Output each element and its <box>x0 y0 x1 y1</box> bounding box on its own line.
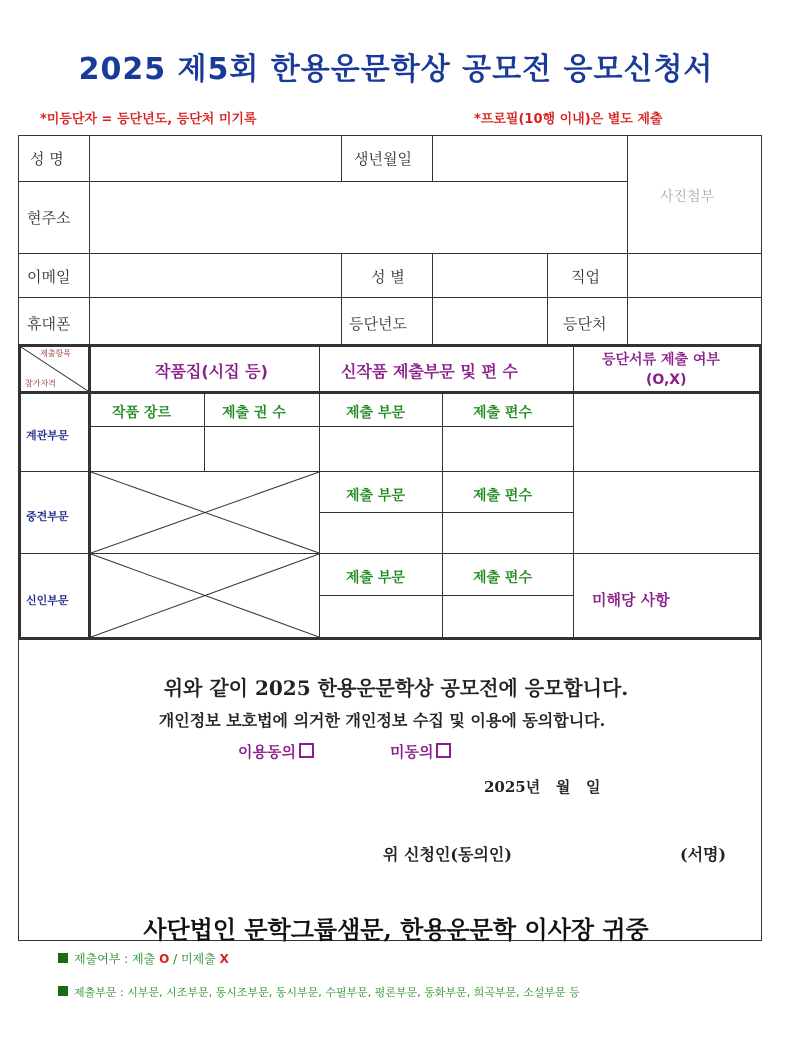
job-label: 직업 <box>571 268 600 286</box>
docs-field-2[interactable] <box>574 473 758 552</box>
num-field-1[interactable] <box>443 428 572 470</box>
phone-field[interactable] <box>90 299 340 343</box>
debut-place-field[interactable] <box>628 299 760 343</box>
not-applicable-label: 미해당 사항 <box>592 591 670 609</box>
gender-field[interactable] <box>433 255 546 296</box>
applicant-label: 위 신청인(동의인) <box>383 845 512 864</box>
birth-label: 생년월일 <box>354 150 412 168</box>
gender-label: 성 별 <box>371 268 405 286</box>
job-field[interactable] <box>628 255 760 296</box>
section-header-1: 제출 부문 <box>346 405 405 421</box>
num-field-2[interactable] <box>443 514 572 552</box>
section-header-3: 제출 부문 <box>346 570 405 586</box>
row-newcomer-label: 신인부문 <box>26 594 69 607</box>
email-label: 이메일 <box>27 268 71 286</box>
col-docs-header: 등단서류 제출 여부 <box>602 352 720 368</box>
agree-checkbox[interactable] <box>299 743 314 758</box>
legend-sections: 제출부문 : 시부문, 시조부문, 동시조부문, 동시부문, 수필부문, 평론부문, 동화부문, 희곡부문, 소설부문 등 <box>58 984 580 1000</box>
row-midcareer-label: 중견부문 <box>26 510 69 523</box>
name-field[interactable] <box>90 137 340 180</box>
col-works-header: 작품집(시집 등) <box>155 362 268 381</box>
row-laureate-label: 계관부문 <box>26 429 69 442</box>
birth-field[interactable] <box>433 137 626 180</box>
genre-field[interactable] <box>91 428 203 470</box>
address-field[interactable] <box>90 183 626 252</box>
diag-top-label: 제출항목 <box>40 349 71 358</box>
diag-bottom-label: 참가자격 <box>25 379 56 388</box>
disagree-checkbox[interactable] <box>436 743 451 758</box>
num-header-3: 제출 편수 <box>473 570 532 586</box>
recipient-line: 사단법인 문학그룹샘문, 한용운문학 이사장 귀중 <box>143 915 649 944</box>
num-field-3[interactable] <box>443 597 572 636</box>
disagree-label: 미동의 <box>390 743 434 761</box>
section-field-1[interactable] <box>320 428 441 470</box>
debut-year-field[interactable] <box>433 299 546 343</box>
section-field-3[interactable] <box>320 597 441 636</box>
count-header: 제출 권 수 <box>222 405 286 421</box>
name-label: 성 명 <box>30 150 64 168</box>
section-header-2: 제출 부문 <box>346 488 405 504</box>
statement-line1: 위와 같이 2025 한용운문학상 공모전에 응모합니다. <box>163 676 629 700</box>
col-docs-header-ox: (O,X) <box>646 372 687 388</box>
debut-year-label: 등단년도 <box>349 315 407 333</box>
page-title: 2025 제5회 한용운문학상 공모전 응모신청서 <box>78 52 714 87</box>
agree-label: 이용동의 <box>238 743 296 761</box>
num-header-1: 제출 편수 <box>473 405 532 421</box>
signature-field[interactable]: (서명) <box>680 845 727 864</box>
photo-placeholder[interactable]: 사진첨부 <box>660 189 715 205</box>
statement-line2: 개인정보 보호법에 의거한 개인정보 수집 및 이용에 동의합니다. <box>158 711 606 730</box>
docs-field-1[interactable] <box>574 395 758 470</box>
count-field[interactable] <box>205 428 318 470</box>
note-right: *프로필(10행 이내)은 별도 제출 <box>474 112 663 127</box>
date-line: 2025년 월 일 <box>484 778 601 796</box>
col-new-works-header: 신작품 제출부문 및 편 수 <box>341 362 518 381</box>
num-header-2: 제출 편수 <box>473 488 532 504</box>
address-label: 현주소 <box>27 209 71 227</box>
legend-submission: 제출여부 : 제출 O / 미제출 X <box>58 950 229 967</box>
debut-place-label: 등단처 <box>563 315 607 333</box>
phone-label: 휴대폰 <box>27 315 71 333</box>
note-left: *미등단자 = 등단년도, 등단처 미기록 <box>40 112 257 127</box>
disagree-option[interactable] <box>390 741 451 762</box>
agree-option[interactable] <box>238 741 314 762</box>
genre-header: 작품 장르 <box>112 405 171 421</box>
legend-bullet-icon <box>58 986 68 996</box>
email-field[interactable] <box>90 255 340 296</box>
legend-bullet-icon <box>58 953 68 963</box>
section-field-2[interactable] <box>320 514 441 552</box>
